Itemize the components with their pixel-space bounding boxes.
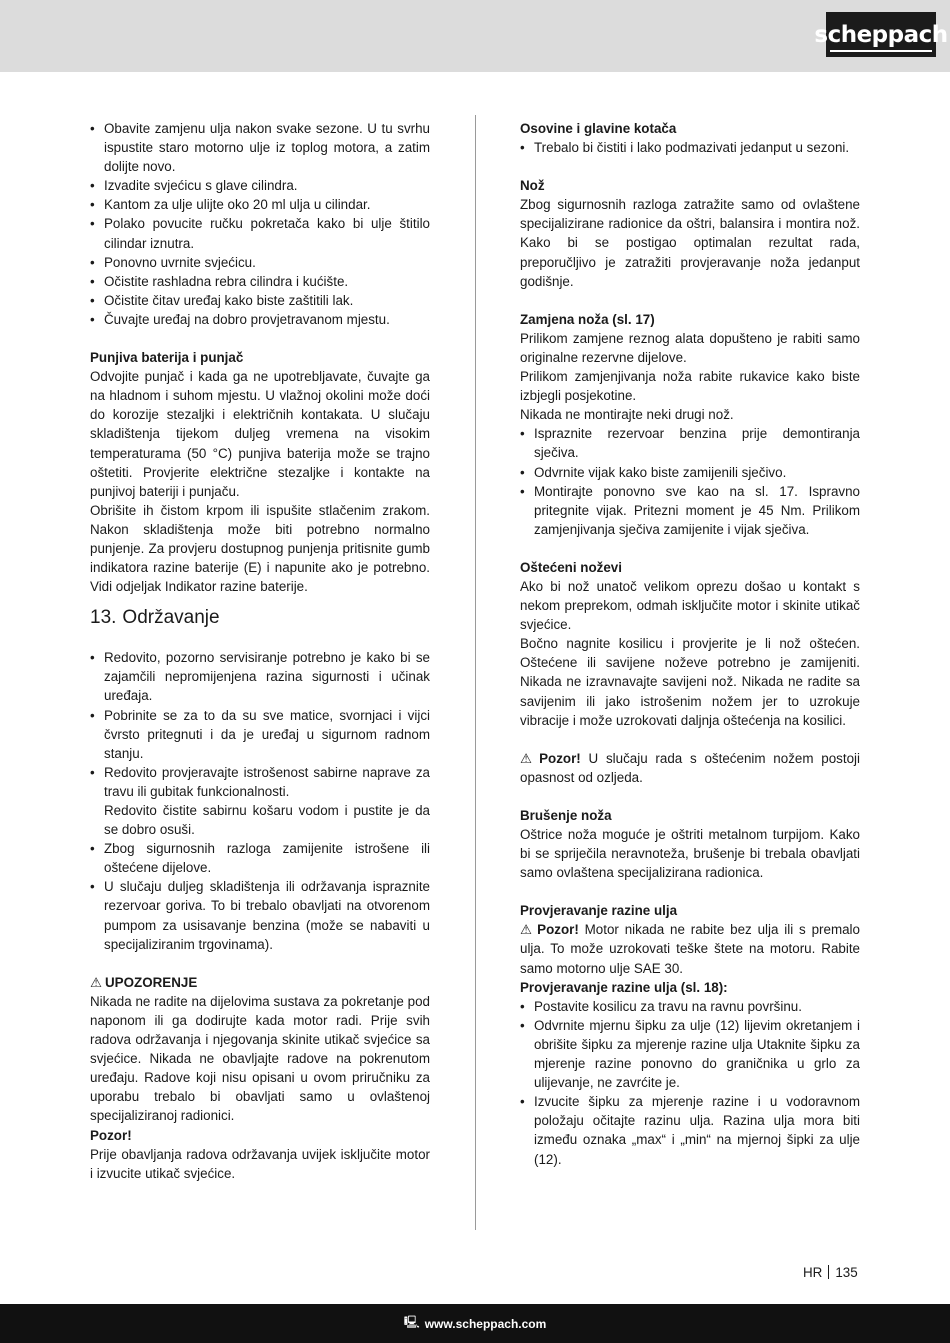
list-item: • Izvadite svjećicu s glave cilindra.: [90, 176, 430, 195]
storage-list: [90, 119, 430, 329]
oil-heading: Provjeravanje razine ulja: [520, 903, 678, 919]
replace-heading: Zamjena noža (sl. 17): [520, 311, 655, 327]
damaged-heading: Oštećeni noževi: [520, 559, 622, 575]
section-number: 13.: [90, 607, 117, 629]
blade-heading: Nož: [520, 178, 545, 194]
list-item: • Polako povucite ručku pokretača kako bi ulje štitilo cilindar iznutra.: [90, 214, 430, 252]
header-bar: [0, 0, 950, 72]
battery-paragraph-2: Obrišite ih čistom krpom ili ispušite stlačenim zrakom. Nakon skladištenja može biti potrebno normalno punjenje. Za provjeru dostupnog punjenja pritisnite gumb indikatora razine baterije (E) i napunite ako je potrebno. Vidi odjeljak Indikator razine baterije.: [90, 502, 430, 595]
replace-list: [520, 424, 860, 539]
left-column: [90, 119, 430, 1183]
oil-list: [520, 997, 860, 1169]
page-number: [803, 1264, 858, 1282]
list-item: • Odvrnite mjernu šipku za ulje (12) lijevim okretanjem i obrišite šipku za mjerenje razine ulja Utaknite šipku za mjerenje razine ponovno do graničnika u grlo za ulijevanje, ne zavrćite je.: [520, 1016, 860, 1092]
caution-label: Pozor!: [539, 750, 581, 766]
blade-text: Zbog sigurnosnih razloga zatražite samo od ovlaštene specijalizirane radionice da oštri, balansira i montira nož. Kako bi se postigao optimalan rezultat rada, preporučljivo je zatražiti provjeravanje noža jedanput godišnje.: [520, 197, 860, 289]
oil-caution-label: Pozor!: [537, 922, 579, 938]
list-item: [90, 763, 430, 839]
list-item: • Očistite čitav uređaj kako biste zaštitili lak.: [90, 291, 430, 310]
list-item: • Odvrnite vijak kako biste zamijenili sječivo.: [520, 463, 860, 482]
list-item: • Čuvajte uređaj na dobro provjetravanom mjestu.: [90, 310, 430, 329]
axle-heading: Osovine i glavine kotača: [520, 121, 677, 136]
list-item: • Izvucite šipku za mjerenje razine i u vodoravnom položaju očitajte razinu ulja. Razina ulja mora biti između oznaka „max“ i „min“ na mjernoj šipki za ulje (12).: [520, 1092, 860, 1168]
pozor-text: Prije obavljanja radova održavanja uvijek isključite motor i izvucite utikač svjećice.: [90, 1146, 430, 1181]
language-code: HR: [803, 1265, 823, 1280]
list-item: • Očistite rashladna rebra cilindra i kućište.: [90, 272, 430, 291]
list-item: • Ispraznite rezervoar benzina prije demontiranja sječiva.: [520, 424, 860, 462]
list-item: • Ponovno uvrnite svjećicu.: [90, 253, 430, 272]
right-column: [520, 119, 860, 1169]
page-number-separator: [828, 1265, 829, 1279]
list-item: • Redovito, pozorno servisiranje potrebno je kako bi se zajamčili nepromijenjena razina sigurnosti i učinak uređaja.: [90, 648, 430, 705]
sharpen-text: Oštrice noža moguće je oštriti metalnom turpijom. Kako bi se spriječila neravnoteža, brušenje bi trebala obavljati samo ovlaštena specijalizirana radionica.: [520, 827, 860, 881]
axle-list: [520, 138, 860, 157]
list-item-text: Redovito provjeravajte istrošenost sabirne naprave za travu ili gubitak funkcionalnosti.: [104, 764, 430, 799]
warning-text: Nikada ne radite na dijelovima sustava za pokretanje pod naponom ili ga dodirujte kada motor radi. Prije svih radova održavanja i njegovanja skinite utikač svjećice sa svjećice. Nikada ne obavljajte radove na pokrenutom uređaju. Radove koji nisu opisani u ovom priručniku za uporabu trebalo bi obavljati samo u ovlaštenoj specijaliziranoj radionici.: [90, 993, 430, 1124]
section-title-text: Održavanje: [122, 607, 220, 629]
footer-bar: [0, 1304, 950, 1343]
website-link[interactable]: www.scheppach.com: [424, 1316, 547, 1331]
scheppach-logo: scheppach: [826, 12, 936, 57]
list-item: • Obavite zamjenu ulja nakon svake sezone. U tu svrhu ispustite staro motorno ulje iz toplog motora, a zatim dolijte novo.: [90, 119, 430, 176]
pozor-heading: Pozor!: [90, 1127, 132, 1143]
damaged-paragraph-2: Bočno nagnite kosilicu i provjerite je li nož oštećen. Oštećene ili savijene noževe potrebno je zamijeniti. Nikada ne izravnavajte savijeni nož. Nikada ne radite sa savijenim ili jako istrošenim nožem jer to uzrokuje vibracije i može uzrokovati daljnja oštećenja na kosilici.: [520, 636, 860, 728]
replace-paragraph-2: Prilikom zamjenjivanja noža rabite rukavice kako biste izbjegli posjekotine.: [520, 369, 860, 404]
damaged-paragraph-1: Ako bi nož unatoč velikom oprezu došao u kontakt s nekom preprekom, odmah isključite motor i skinite utikač svjećice.: [520, 578, 860, 633]
warning-icon: ⚠: [90, 974, 103, 990]
oil-text: Motor nikada ne rabite bez ulja ili s premalo ulja. To može uzrokovati teške štete na motoru. Rabite samo motorno ulje SAE 30.: [520, 922, 860, 976]
list-item: • Montirajte ponovno sve kao na sl. 17. Ispravno pritegnite vijak. Pritezni moment je 45 Nm. Prilikom zamjenjivanja sječiva zamijenite i vijak sječiva.: [520, 482, 860, 539]
oil-check-heading: Provjeravanje razine ulja (sl. 18):: [520, 979, 728, 995]
warning-heading: [90, 973, 430, 992]
battery-heading: Punjiva baterija i punjač: [90, 350, 244, 366]
sharpen-heading: Brušenje noža: [520, 807, 612, 823]
list-item: • Trebalo bi čistiti i lako podmazivati jedanput u sezoni.: [520, 138, 860, 157]
warning-icon: ⚠: [520, 922, 535, 938]
list-item: • Kantom za ulje ulijte oko 20 ml ulja u cilindar.: [90, 195, 430, 214]
section-title: [90, 606, 430, 630]
list-item: • Postavite kosilicu za travu na ravnu površinu.: [520, 997, 860, 1016]
list-item-extra: Redovito čistite sabirnu košaru vodom i pustite je da se dobro osuši.: [104, 803, 430, 838]
page-number-value: 135: [835, 1265, 858, 1280]
battery-paragraph-1: Odvojite punjač i kada ga ne upotrebljavate, čuvajte ga na hladnom i suhom mjestu. U vlažnoj okolini može doći do korozije stezaljki i električnih kontakata. U slučaju skladištenja tijekom duljeg vremena na visokim temperaturama (50 °C) punjiva baterija može se trajno oštetiti. Provjerite električne stezaljke i kontakte na punjivoj bateriji i punjaču.: [90, 369, 430, 499]
list-item: • Pobrinite se za to da su sve matice, svornjaci i vijci čvrsto pritegnuti i da je uređaj u sigurnom radnom stanju.: [90, 706, 430, 763]
oil-paragraph: [520, 920, 860, 977]
list-item: • U slučaju duljeg skladištenja ili održavanja ispraznite rezervoar goriva. To bi trebalo obavljati na otvorenom pumpom za usisavanje benzina (može se nabaviti u specijaliziranim trgovinama).: [90, 877, 430, 953]
caution-paragraph: [520, 749, 860, 787]
monitor-icon: 🖳: [403, 1315, 420, 1329]
column-divider: [475, 115, 476, 1230]
replace-paragraph-1: Prilikom zamjene reznog alata dopušteno je rabiti samo originalne rezervne dijelove.: [520, 330, 860, 365]
list-item: • Zbog sigurnosnih razloga zamijenite istrošene ili oštećene dijelove.: [90, 839, 430, 877]
caution-text: U slučaju rada s oštećenim nožem postoji opasnost od ozljeda.: [520, 750, 860, 785]
replace-paragraph-3: Nikada ne montirajte neki drugi nož.: [520, 407, 734, 423]
maintenance-list: [90, 648, 430, 954]
warning-heading-text: UPOZORENJE: [105, 974, 198, 990]
warning-icon: ⚠: [520, 750, 537, 766]
